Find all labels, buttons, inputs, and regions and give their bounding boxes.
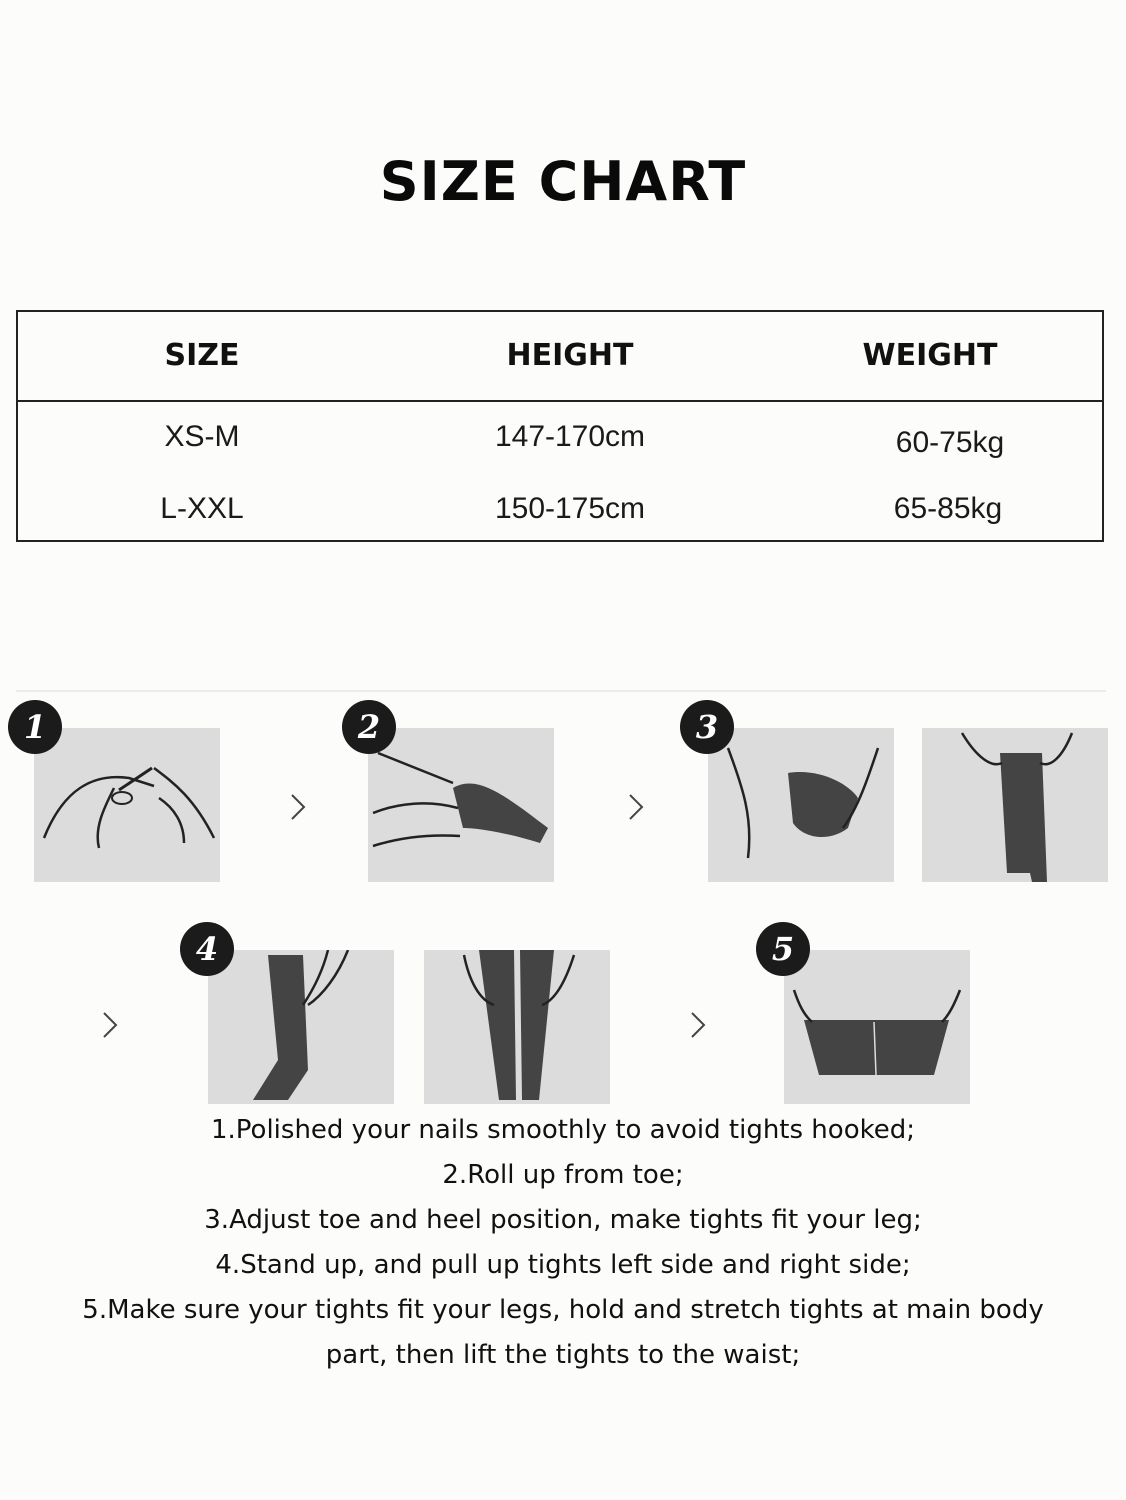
cell-size: XS-M bbox=[164, 420, 240, 453]
pull-up-tights-icon bbox=[208, 950, 394, 1104]
step-3-badge: 3 bbox=[680, 700, 734, 754]
instruction-line: 1.Polished your nails smoothly to avoid tights hooked; bbox=[210, 1115, 915, 1145]
adjust-heel-icon bbox=[708, 728, 894, 882]
step-5-illustration bbox=[784, 950, 970, 1104]
hands-polish-nails-icon bbox=[34, 728, 220, 882]
cell-weight: 60-75kg bbox=[895, 426, 1005, 459]
divider-line bbox=[16, 690, 1106, 692]
chevron-right-icon bbox=[288, 792, 308, 822]
instruction-line: 5.Make sure your tights fit your legs, hold and stretch tights at main body bbox=[82, 1295, 1044, 1325]
header-height: HEIGHT bbox=[506, 338, 634, 373]
standing-legs-icon bbox=[424, 950, 610, 1104]
instruction-line: 4.Stand up, and pull up tights left side and right side; bbox=[215, 1250, 911, 1280]
chevron-right-icon bbox=[100, 1010, 120, 1040]
cell-height: 150-175cm bbox=[494, 492, 646, 525]
page-title: SIZE CHART bbox=[379, 150, 747, 213]
step-1-badge: 1 bbox=[8, 700, 62, 754]
table-header-row bbox=[18, 312, 1102, 402]
step-2-illustration bbox=[368, 728, 554, 882]
step-4-illustration-a bbox=[208, 950, 394, 1104]
header-size: SIZE bbox=[164, 338, 240, 373]
roll-tights-icon bbox=[368, 728, 554, 882]
header-weight: WEIGHT bbox=[862, 338, 998, 373]
size-chart-table bbox=[16, 310, 1104, 542]
step-3-illustration-a bbox=[708, 728, 894, 882]
instructions-list bbox=[0, 1108, 1126, 1378]
step-1-illustration bbox=[34, 728, 220, 882]
step-4-badge: 4 bbox=[180, 922, 234, 976]
cell-weight: 65-85kg bbox=[893, 492, 1003, 525]
instruction-line: 3.Adjust toe and heel position, make tights fit your leg; bbox=[204, 1205, 922, 1235]
pull-leg-icon bbox=[922, 728, 1108, 882]
step-3-illustration-b bbox=[922, 728, 1108, 882]
chevron-right-icon bbox=[688, 1010, 708, 1040]
chevron-right-icon bbox=[626, 792, 646, 822]
instruction-line: 2.Roll up from toe; bbox=[442, 1160, 684, 1190]
instruction-line: part, then lift the tights to the waist; bbox=[325, 1340, 801, 1370]
cell-size: L-XXL bbox=[160, 492, 244, 525]
step-2-badge: 2 bbox=[342, 700, 396, 754]
waist-tights-icon bbox=[784, 950, 970, 1104]
step-4-illustration-b bbox=[424, 950, 610, 1104]
cell-height: 147-170cm bbox=[494, 420, 646, 453]
step-5-badge: 5 bbox=[756, 922, 810, 976]
